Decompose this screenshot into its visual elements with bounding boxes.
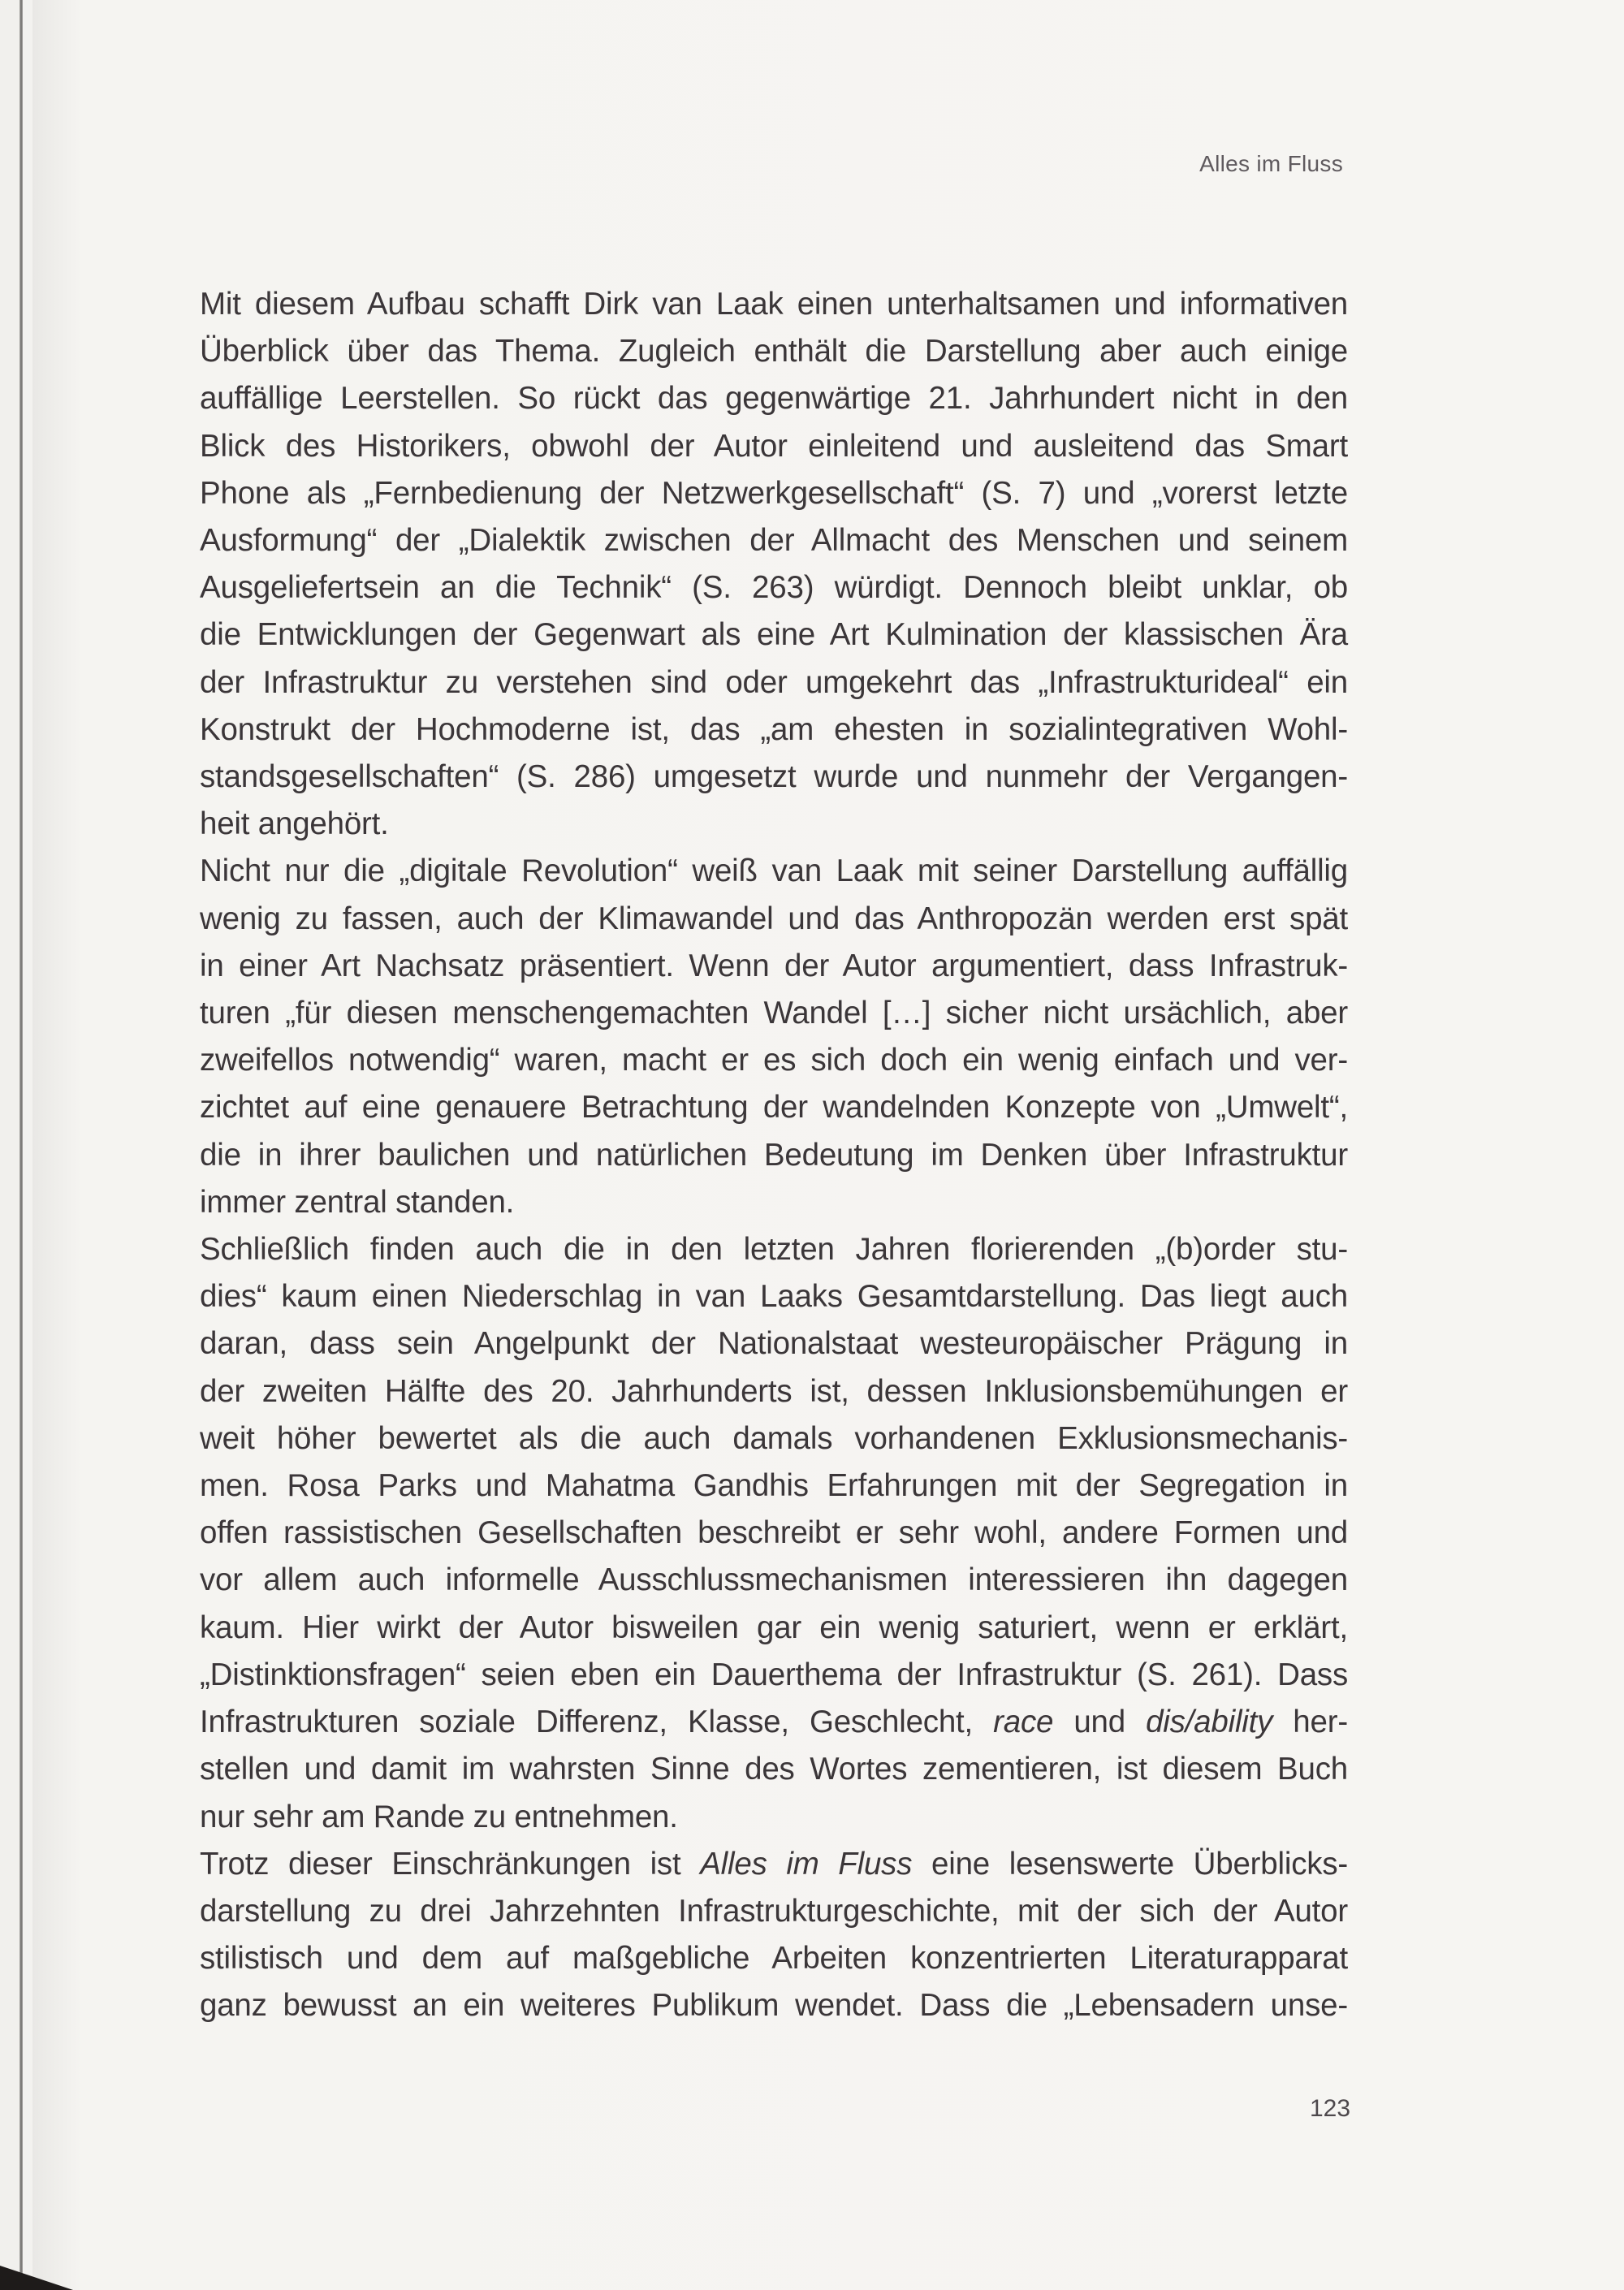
paragraph-3 xyxy=(200,1226,1348,1841)
text-line: weit höher bewertet als die auch damals vorhandenen Exklusionsmechanis- xyxy=(200,1420,1348,1456)
text-line: Nicht nur die „digitale Revolution“ weiß van Laak mit seiner Darstellung auffällig xyxy=(200,853,1348,889)
text-line: daran, dass sein Angelpunkt der Nationalstaat westeuropäischer Prägung in xyxy=(200,1326,1348,1362)
text-line: standsgesellschaften“ (S. 286) umgesetzt wurde und nunmehr der Vergangen- xyxy=(200,759,1348,795)
page-number: 123 xyxy=(1310,2095,1351,2122)
text-line: Phone als „Fernbedienung der Netzwerkgesellschaft“ (S. 7) und „vorerst letzte xyxy=(200,475,1348,511)
text-line: Überblick über das Thema. Zugleich enthält die Darstellung aber auch einige xyxy=(200,334,1348,369)
text-line: wenig zu fassen, auch der Klimawandel und das Anthropozän werden erst spät xyxy=(200,901,1348,936)
text-segment: eine lesenswerte Überblicks- xyxy=(912,1846,1348,1882)
text-line: Ausgeliefertsein an die Technik“ (S. 263) würdigt. Dennoch bleibt unklar, ob xyxy=(200,570,1348,606)
text-line: Blick des Historikers, obwohl der Autor einleitend und ausleitend das Smart xyxy=(200,428,1348,464)
paragraph-4 xyxy=(200,1841,1348,2030)
italic-book-title: Alles im Fluss xyxy=(700,1846,913,1882)
text-line: die Entwicklungen der Gegenwart als eine Art Kulmination der klassischen Ära xyxy=(200,617,1348,653)
text-line: kaum. Hier wirkt der Autor bisweilen gar ein wenig saturiert, wenn er erklärt, xyxy=(200,1609,1348,1645)
text-line: zweifellos notwendig“ waren, macht er es sich doch ein wenig einfach und ver- xyxy=(200,1043,1348,1078)
text-line: Ausformung“ der „Dialektik zwischen der Allmacht des Menschen und seinem xyxy=(200,523,1348,559)
text-line: in einer Art Nachsatz präsentiert. Wenn der Autor argumentiert, dass Infrastruk- xyxy=(200,948,1348,983)
text-line: turen „für diesen menschengemachten Wandel […] sicher nicht ursächlich, aber xyxy=(200,996,1348,1031)
text-segment: Infrastrukturen soziale Differenz, Klasse, Geschlecht, xyxy=(200,1705,994,1740)
text-segment: Trotz dieser Einschränkungen ist xyxy=(200,1846,701,1882)
text-line: stellen und damit im wahrsten Sinne des Wortes zementieren, ist diesem Buch xyxy=(200,1752,1348,1787)
italic-term-race: race xyxy=(993,1705,1054,1740)
text-line: zichtet auf eine genauere Betrachtung der wandelnden Konzepte von „Umwelt“, xyxy=(200,1090,1348,1126)
text-line: darstellung zu drei Jahrzehnten Infrastrukturgeschichte, mit der sich der Autor xyxy=(200,1893,1348,1929)
book-spine-edge xyxy=(19,0,23,2274)
running-head: Alles im Fluss xyxy=(1199,151,1343,176)
text-line: immer zentral standen. xyxy=(200,1184,515,1220)
body-text xyxy=(200,281,1348,2030)
text-line-with-italics xyxy=(200,1699,1348,1746)
text-line: Mit diesem Aufbau schafft Dirk van Laak einen unterhaltsamen und informativen xyxy=(200,287,1348,322)
text-line: Konstrukt der Hochmoderne ist, das „am ehesten in sozialintegrativen Wohl- xyxy=(200,711,1348,747)
text-line: auffällige Leerstellen. So rückt das gegenwärtige 21. Jahrhundert nicht in den xyxy=(200,381,1348,417)
text-segment: und xyxy=(1053,1705,1147,1740)
text-line: heit angehört. xyxy=(200,806,389,842)
text-line: vor allem auch informelle Ausschlussmechanismen interessieren ihn dagegen xyxy=(200,1562,1348,1598)
text-line-with-italics xyxy=(200,1841,1348,1888)
book-gutter xyxy=(0,0,21,2290)
text-line: ganz bewusst an ein weiteres Publikum wendet. Dass die „Lebensadern unse- xyxy=(200,1988,1348,2024)
text-line: der zweiten Hälfte des 20. Jahrhunderts ist, dessen Inklusionsbemühungen er xyxy=(200,1373,1348,1409)
text-line: „Distinktionsfragen“ seien eben ein Dauerthema der Infrastruktur (S. 261). Dass xyxy=(200,1657,1348,1692)
text-line: men. Rosa Parks und Mahatma Gandhis Erfahrungen mit der Segregation in xyxy=(200,1468,1348,1504)
paragraph-2 xyxy=(200,848,1348,1226)
italic-term-disability: dis/ability xyxy=(1146,1705,1273,1740)
text-segment: her- xyxy=(1272,1705,1348,1740)
text-line: die in ihrer baulichen und natürlichen Bedeutung im Denken über Infrastruktur xyxy=(200,1137,1348,1173)
page-corner-shadow xyxy=(0,2266,73,2290)
text-line: stilistisch und dem auf maßgebliche Arbeiten konzentrierten Literaturapparat xyxy=(200,1941,1348,1977)
text-line: der Infrastruktur zu verstehen sind oder umgekehrt das „Infrastrukturideal“ ein xyxy=(200,664,1348,700)
text-line: Schließlich finden auch die in den letzten Jahren florierenden „(b)order stu- xyxy=(200,1232,1348,1268)
text-line: dies“ kaum einen Niederschlag in van Laaks Gesamtdarstellung. Das liegt auch xyxy=(200,1279,1348,1315)
text-line: offen rassistischen Gesellschaften beschreibt er sehr wohl, andere Formen und xyxy=(200,1515,1348,1551)
text-line: nur sehr am Rande zu entnehmen. xyxy=(200,1799,678,1834)
paragraph-1 xyxy=(200,281,1348,848)
